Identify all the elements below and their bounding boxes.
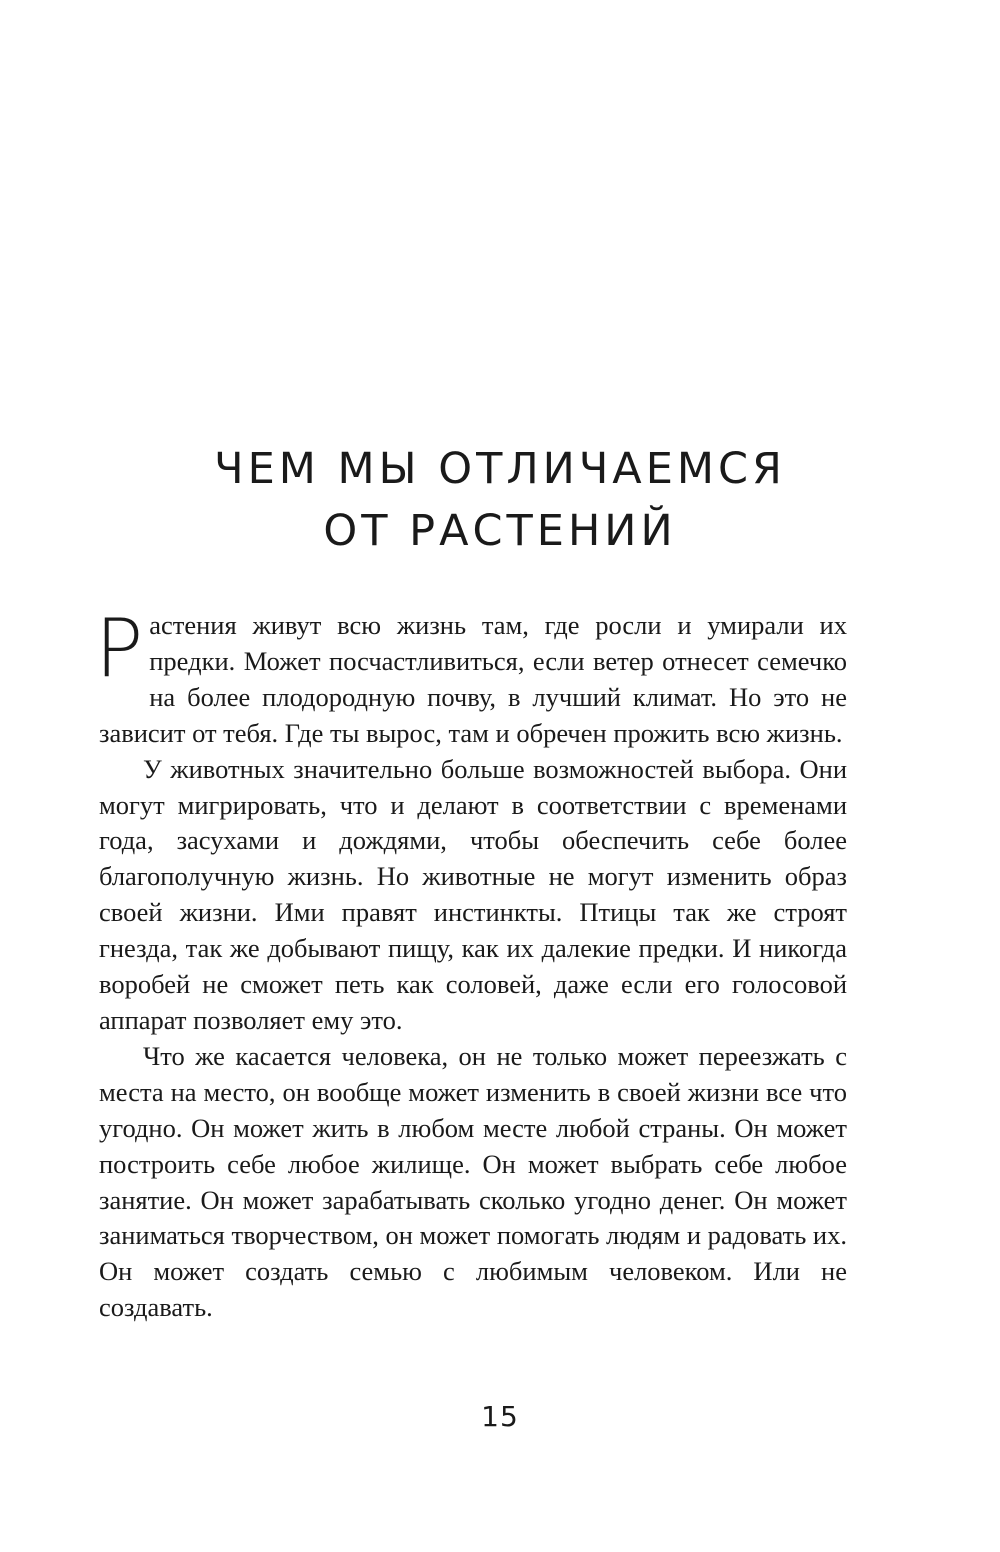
page-number: 15 xyxy=(481,1400,519,1433)
paragraph-3: Что же касается человека, он не только может переезжать с места на место, он вообще может изменить в своей жизни все что угодно. Он может жить в любом месте любой страны. Он может построить себе любое жилище. Он может выбрать себе любое занятие. Он может зарабатывать сколько угодно денег. Он может заниматься творчеством, он может помогать людям и радовать их. Он может создать семью с любимым человеком. Или не создавать. xyxy=(99,1040,847,1323)
chapter-title xyxy=(0,438,1000,562)
chapter-body xyxy=(95,602,847,1326)
paragraph-2: У животных значительно больше возможностей выбора. Они могут мигрировать, что и делают в соответствии с временами года, засухами и дождями, чтобы обеспечить себе более благополучную жизнь. Но животные не могут изменить образ своей жизни. Ими правят инстинкты. Птицы так же строят гнезда, так же добывают пищу, как их далекие предки. И никогда воробей не сможет петь как соловей, даже если его голосовой аппарат позволяет ему это. xyxy=(99,753,847,1035)
chapter-title-line-1: ЧЕМ МЫ ОТЛИЧАЕМСЯ xyxy=(214,444,786,494)
paragraph-1 xyxy=(95,602,847,752)
chapter-title-line-2: ОТ РАСТЕНИЙ xyxy=(323,506,677,556)
drop-cap: Р xyxy=(95,602,144,695)
paragraph-1-text: астения живут всю жизнь там, где росли и умирали их предки. Может посчастливиться, если ветер отнесет семечко на более плодородную почву, в лучший климат. Но это не зависит от тебя. Где ты вырос, там и обречен прожить всю жизнь. xyxy=(99,610,847,748)
